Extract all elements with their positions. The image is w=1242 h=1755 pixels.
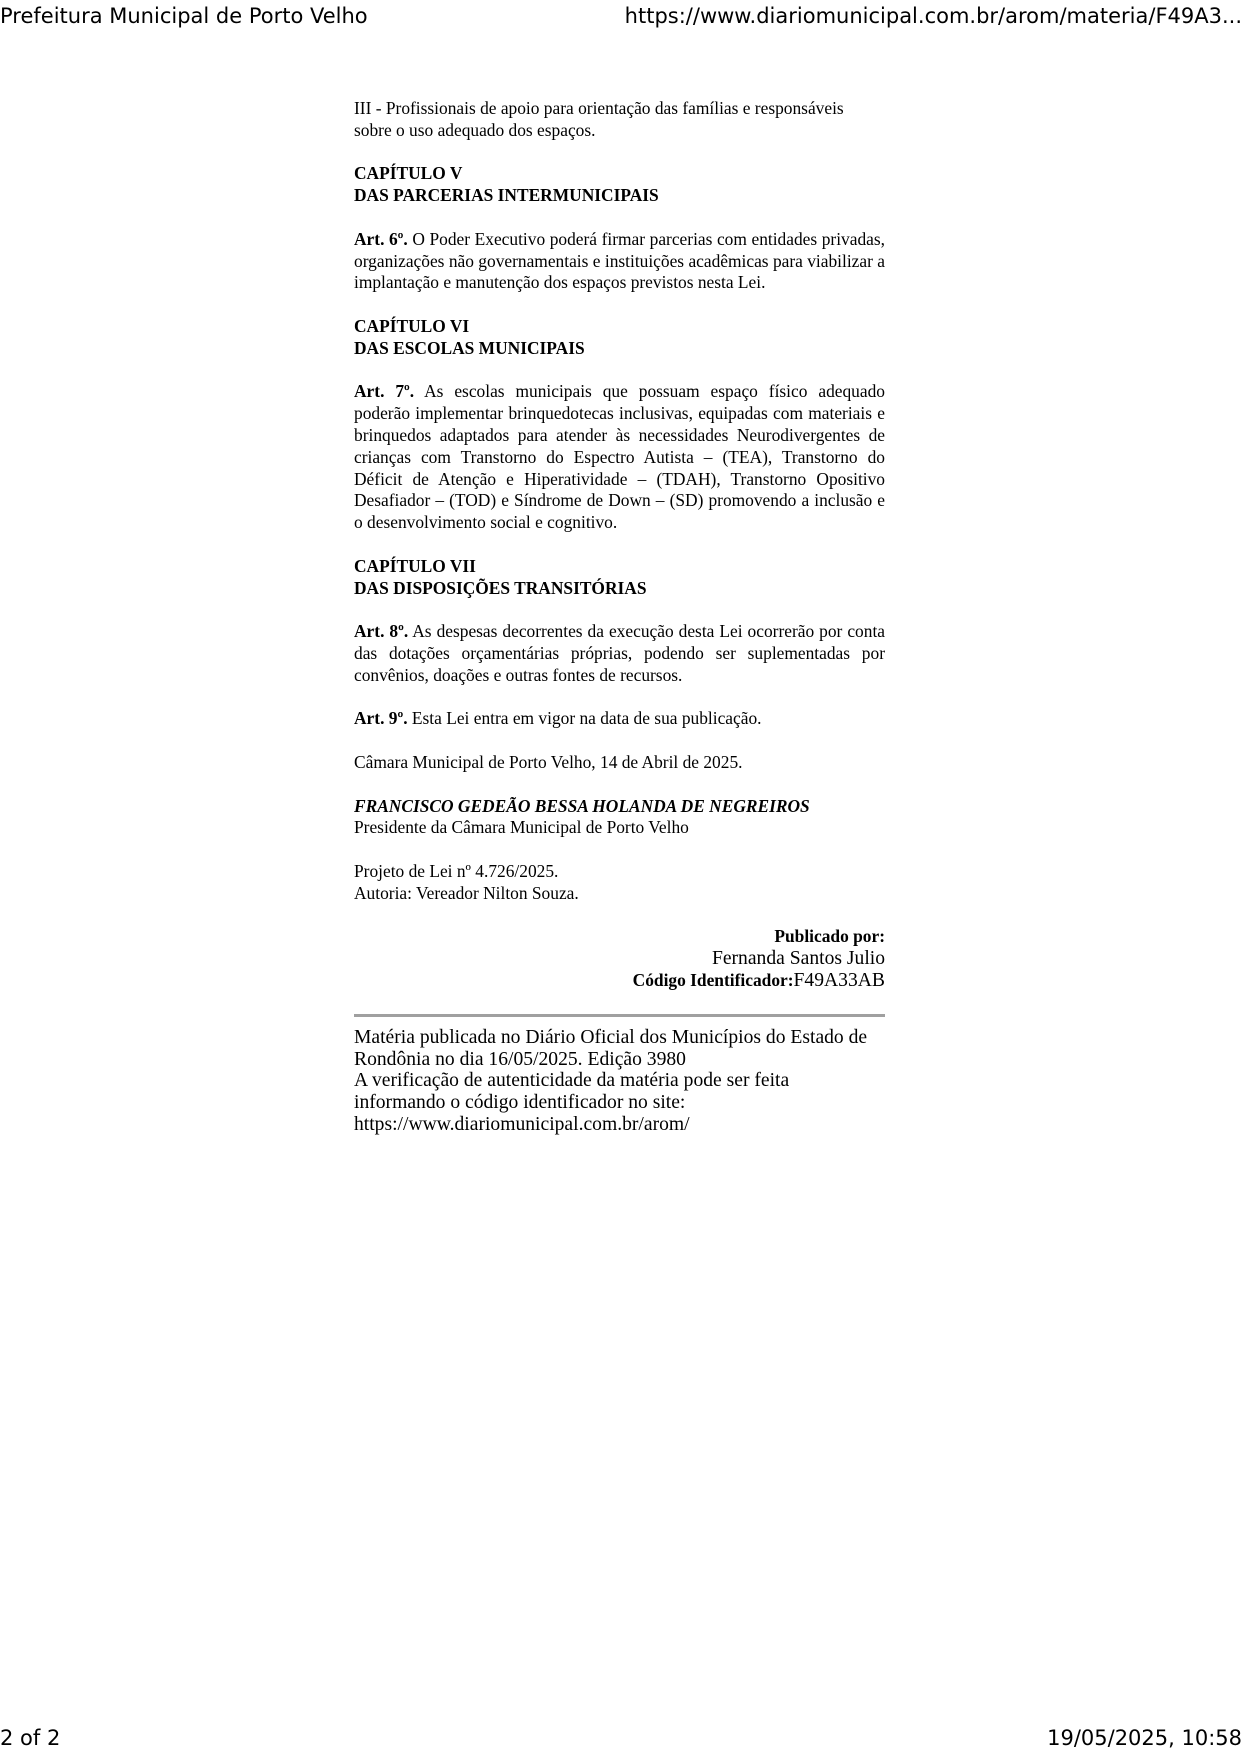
published-by-label: Publicado por: (774, 926, 885, 947)
chapter-v-heading (354, 163, 885, 207)
print-header (0, 0, 1242, 34)
article-text: As despesas decorrentes da execução desta Lei ocorrerão por conta das dotações orçamentárias próprias, podendo ser suplementadas por convênios, doações e outras fontes de recursos. (354, 621, 885, 685)
verification-link[interactable]: https://www.diariomunicipal.com.br/arom/ (354, 1114, 690, 1136)
site-title: Prefeitura Municipal de Porto Velho (0, 4, 368, 28)
chapter-title: DAS PARCERIAS INTERMUNICIPAIS (354, 185, 659, 206)
note-line-1: Matéria publicada no Diário Oficial dos Municípios do Estado de Rondônia no dia 16/05/2025. Edição 3980 (354, 1026, 868, 1070)
signer-role: Presidente da Câmara Municipal de Porto Velho (354, 817, 689, 838)
article-text: As escolas municipais que possuam espaço físico adequado poderão implementar brinquedotecas inclusivas, equipadas com materiais e brinquedos adaptados para atender às necessidades Neurodivergentes de crianças com Transtorno do Espectro Autista – (TEA), Transtorno do Déficit de Atenção e Hiperatividade – (TDAH), Transtorno Opositivo Desafiador – (TOD) e Síndrome de Down – (SD) promovendo a inclusão e o desenvolvimento social e cognitivo. (354, 381, 885, 533)
project-number: Projeto de Lei nº 4.726/2025. (354, 860, 559, 881)
article-label: Art. 9º. (354, 708, 408, 729)
chapter-number: CAPÍTULO VI (354, 315, 470, 336)
article-7 (354, 381, 885, 534)
identifier-code: F49A33AB (793, 970, 885, 992)
identifier-line (354, 970, 885, 992)
chapter-vii-heading (354, 556, 885, 600)
signature-block (354, 796, 885, 840)
page-url[interactable]: https://www.diariomunicipal.com.br/arom/materia/F49A3... (624, 4, 1242, 28)
article-label: Art. 8º. (354, 621, 409, 642)
project-info (354, 861, 885, 905)
signer-name: FRANCISCO GEDEÃO BESSA HOLANDA DE NEGREIROS (354, 795, 810, 816)
chapter-title: DAS DISPOSIÇÕES TRANSITÓRIAS (354, 577, 647, 598)
item-iii: III - Profissionais de apoio para orientação das famílias e responsáveis sobre o uso adequado dos espaços. (354, 98, 844, 140)
publication-note (354, 1027, 885, 1136)
chapter-title: DAS ESCOLAS MUNICIPAIS (354, 337, 585, 358)
identifier-label: Código Identificador: (632, 970, 794, 991)
article-8 (354, 621, 885, 686)
article-label: Art. 7º. (354, 381, 415, 402)
article-6 (354, 229, 885, 294)
print-footer (0, 1721, 1242, 1755)
article-text: Esta Lei entra em vigor na data de sua publicação. (407, 708, 762, 729)
article-text: O Poder Executivo poderá firmar parcerias com entidades privadas, organizações não governamentais e instituições acadêmicas para viabilizar a implantação e manutenção dos espaços previstos nesta Lei. (354, 228, 885, 293)
chapter-number: CAPÍTULO V (354, 163, 463, 184)
chapter-vi-heading (354, 316, 885, 360)
print-datetime: 19/05/2025, 10:58 (1047, 1726, 1242, 1750)
page-number: 2 of 2 (0, 1726, 61, 1750)
chapter-number: CAPÍTULO VII (354, 555, 476, 576)
article-label: Art. 6º. (354, 228, 408, 249)
note-line-2: A verificação de autenticidade da matéria pode ser feita informando o código identificador no site: (354, 1070, 790, 1114)
publisher-name: Fernanda Santos Julio (711, 948, 885, 970)
divider (354, 1014, 885, 1017)
place-date: Câmara Municipal de Porto Velho, 14 de Abril de 2025. (354, 751, 743, 772)
project-author: Autoria: Vereador Nilton Souza. (354, 882, 579, 903)
article-9 (354, 708, 885, 730)
publication-info (354, 926, 885, 992)
document-body (354, 98, 885, 1136)
